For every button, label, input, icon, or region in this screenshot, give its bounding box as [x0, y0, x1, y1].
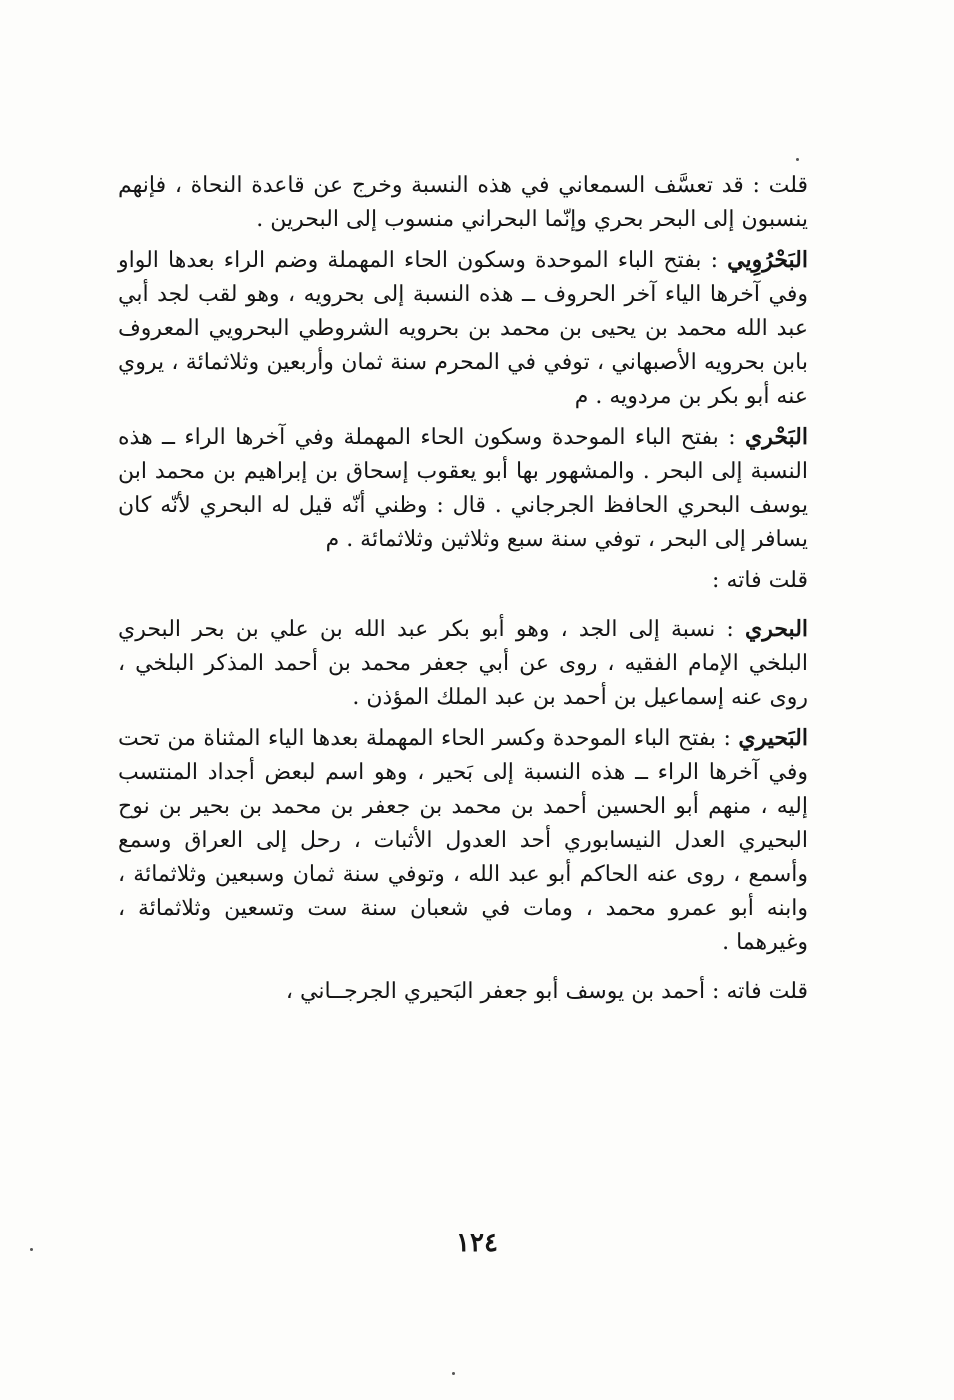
page-number: ١٢٤	[456, 1228, 498, 1258]
paragraph-text: قلت فاته :	[712, 568, 808, 593]
entry-headword: البَحيري	[738, 725, 808, 751]
headword-separator: :	[715, 726, 739, 751]
paragraph	[118, 974, 808, 1009]
headword-separator: :	[718, 425, 745, 450]
paragraph-text: قلت : قد تعسَّف السمعاني في هذه النسبة وخرج عن قاعدة النحاة ، فإنهم ينسبون إلى البحر بحري وإنّما البحراني منسوب إلى البحرين .	[118, 173, 808, 232]
paragraph-text: قلت فاته : أحمد بن يوسف أبو جعفر البَحيري الجرجــاني ،	[285, 979, 808, 1004]
paragraph-text: نسبة إلى الجد ، وهو أبو بكر عبد الله بن علي بن بحر البحري البلخي الإمام الفقيه ، روى عن أبي جعفر محمد بن أحمد المذكر البلخي ، روى عنه إسماعيل بن أحمد بن عبد الملك المؤذن .	[118, 617, 808, 710]
paragraph	[118, 612, 808, 715]
paragraph-text: بفتح الباء الموحدة وسكون الحاء المهملة وضم الراء بعدها الواو وفي آخرها الياء آخر الحروف ــ هذه النسبة إلى بحرويه ، وهو لقب لجد أبي عبد الله محمد بن يحيى بن محمد بن بحرويه الشروطي البحرويي المعروف بابن بحرويه الأصبهاني ، توفي في المحرم سنة ثمان وأربعين وثلاثمائة ، يروي عنه أبو بكر بن مردويه . م	[118, 248, 808, 409]
entry-headword: البحري	[745, 616, 809, 642]
paragraph	[118, 168, 808, 237]
print-speck	[796, 158, 799, 161]
paragraph-text: بفتح الباء الموحدة وسكون الحاء المهملة وفي آخرها الراء ــ هذه النسبة إلى البحر . والمشهور بها أبو يعقوب إسحاق بن إبراهيم بن محمد ابن يوسف البحري الحافظ الجرجاني . قال : وظني أنّه قيل له البحري لأنّه كان يسافر إلى البحر ، توفي سنة سبع وثلاثين وثلاثمائة . م	[118, 425, 808, 552]
headword-separator: :	[715, 617, 745, 642]
entry-headword: البَحْري	[744, 424, 808, 450]
paragraph	[118, 721, 808, 960]
entry-headword: البَحْرُوِيي	[727, 247, 808, 273]
paragraph	[118, 420, 808, 557]
paragraph	[118, 243, 808, 414]
headword-separator: :	[701, 248, 728, 273]
page-text	[118, 168, 808, 1015]
paragraph-text: بفتح الباء الموحدة وكسر الحاء المهملة بعدها الياء المثناة من تحت وفي آخرها الراء ــ هذه النسبة إلى بَحير ، وهو اسم لبعض أجداد المنتسب إليه ، منهم أبو الحسين أحمد بن محمد بن جعفر بن محمد بن بحير بن نوح البحيري العدل النيسابوري أحد العدول الأثبات ، رحل إلى العراق وسمع وأسمع ، روى عنه الحاكم أبو عبد الله ، وتوفي سنة ثمان وسبعين وثلاثمائة ، وابنه أبو عمرو محمد ، ومات في شعبان سنة ست وتسعين وثلاثمائة ، وغيرهما .	[118, 726, 808, 955]
print-speck	[452, 1372, 455, 1375]
paragraph	[118, 563, 808, 598]
